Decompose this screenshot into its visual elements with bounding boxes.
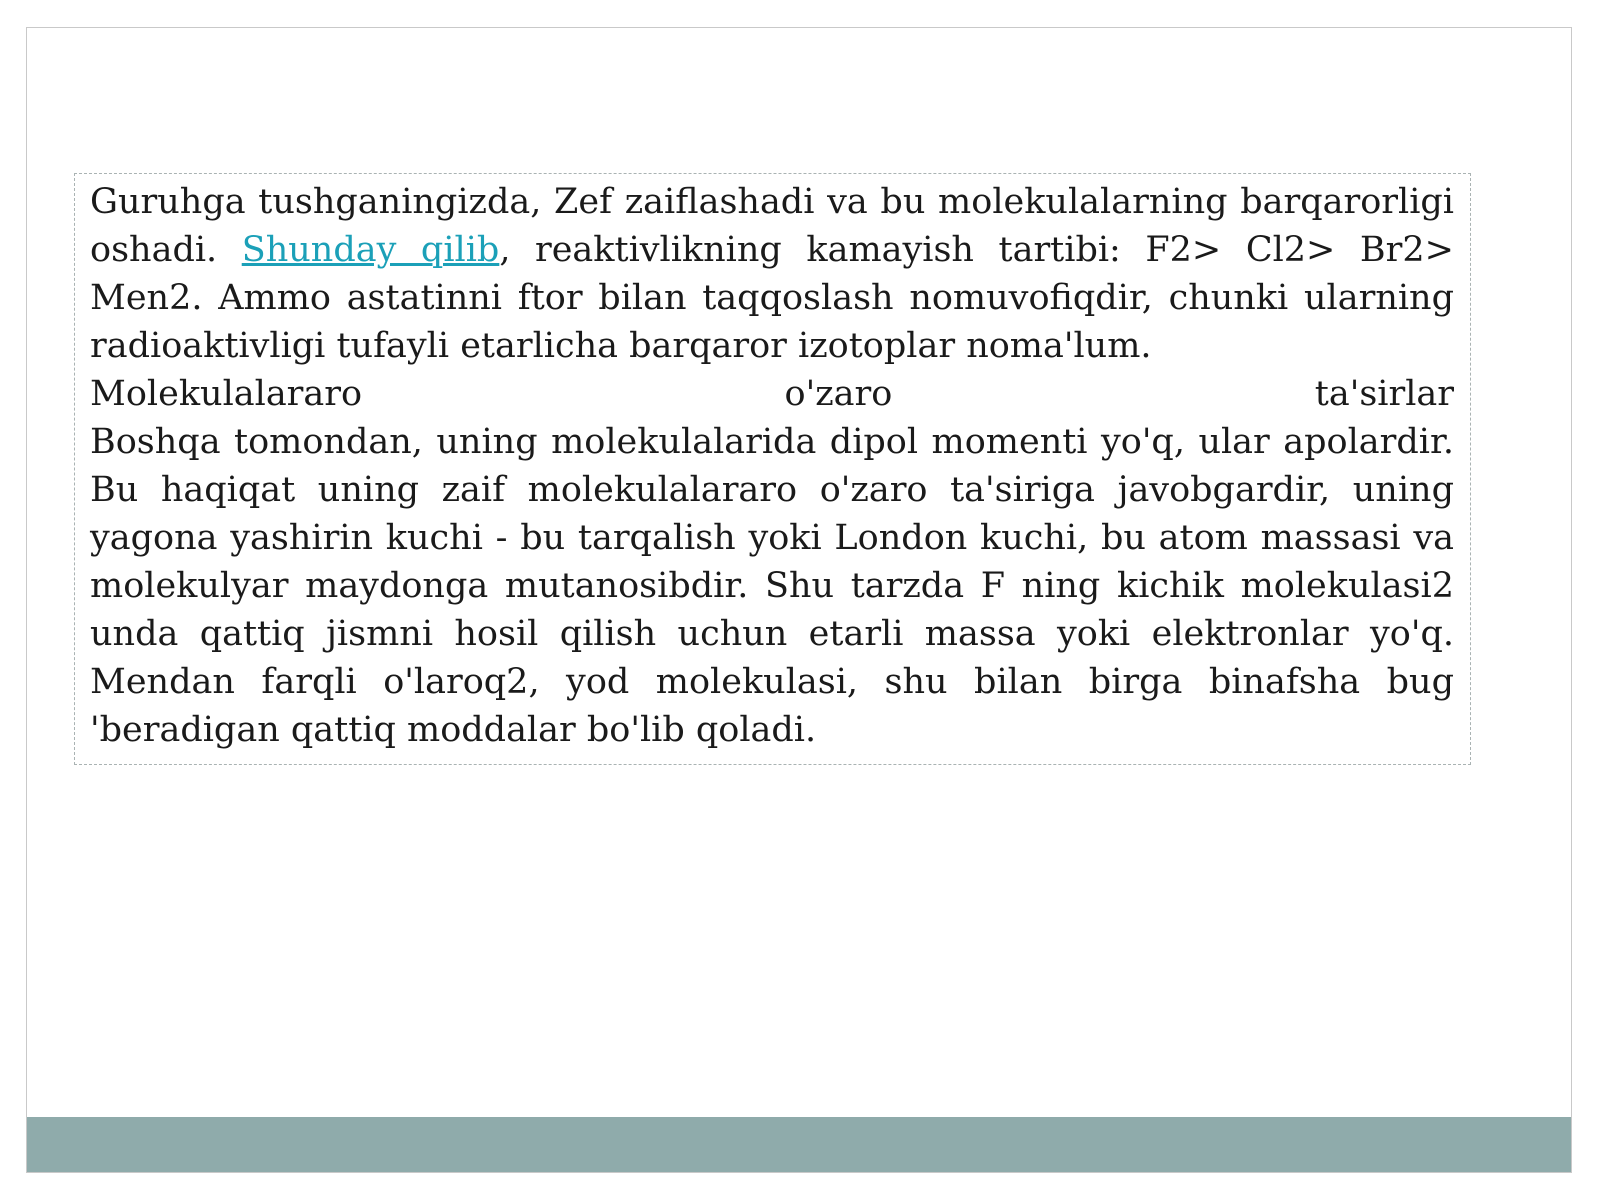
paragraph-reactivity-start: Guruhga tushganingizda, Zef zaiflashadi va bu molekulalarning barqarorligi oshadi. [90, 182, 1454, 270]
slide [26, 27, 1572, 1173]
slide-body-text [90, 178, 1454, 754]
section-heading-intermolecular: Molekulalararo o'zaro ta'sirlar [90, 374, 1454, 414]
paragraph-reactivity-end: , reaktivlikning kamayish tartibi: F2> Cl2> Br2> Men2. Ammo astatinni ftor bilan taqqoslash nomuvofiqdir, chunki ularning radioaktivligi tufayli etarlicha barqaror izotoplar noma'lum. [90, 230, 1454, 366]
footer-band [27, 1117, 1571, 1172]
paragraph-intermolecular: Boshqa tomondan, uning molekulalarida dipol momenti yo'q, ular apolardir. Bu haqiqat uning zaif molekulalararo o'zaro ta'siriga javobgardir, uning yagona yashirin kuchi - bu tarqalish yoki London kuchi, bu atom massasi va molekulyar maydonga mutanosibdir. Shu tarzda F ning kichik molekulasi2 unda qattiq jismni hosil qilish uchun etarli massa yoki elektronlar yo'q. Mendan farqli o'laroq2, yod molekulasi, shu bilan birga binafsha bug 'beradigan qattiq moddalar bo'lib qoladi. [90, 422, 1454, 750]
paragraph-reactivity [90, 178, 1454, 370]
shunday-qilib-link[interactable]: Shunday qilib [241, 230, 500, 270]
